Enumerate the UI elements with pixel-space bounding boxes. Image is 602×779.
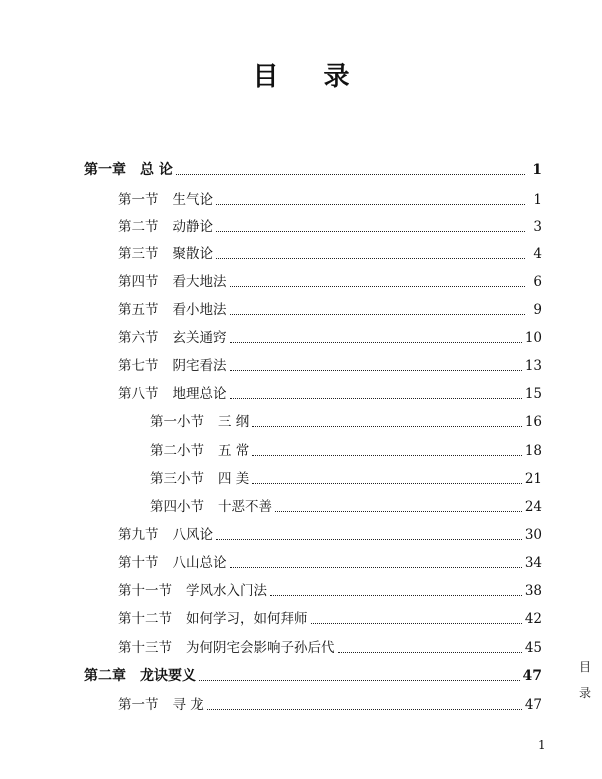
toc-entry-number: 第六节 — [118, 330, 159, 346]
toc-entry-number: 第七节 — [118, 358, 159, 374]
toc-entry-title: 八风论 — [172, 527, 213, 543]
page-title: 目 录 — [252, 62, 368, 92]
toc-entry[interactable] — [118, 328, 542, 348]
toc-entry-number: 第四小节 — [150, 499, 204, 515]
toc-leader-dots — [275, 510, 522, 512]
toc-entry-page: 30 — [524, 527, 542, 543]
toc-entry-number: 第十一节 — [118, 583, 172, 599]
toc-subentry[interactable] — [150, 441, 542, 461]
toc-leader-dots — [230, 341, 522, 343]
toc-entry[interactable] — [118, 609, 542, 629]
toc-entry[interactable] — [118, 525, 542, 545]
toc-entry-page: 34 — [524, 555, 542, 571]
toc-subentry[interactable] — [150, 412, 542, 432]
toc-leader-dots — [216, 203, 525, 205]
toc-leader-dots — [270, 594, 522, 596]
toc-entry-title: 八山总论 — [172, 555, 227, 571]
toc-leader-dots — [252, 482, 522, 484]
toc-entry-title: 十恶不善 — [218, 499, 272, 515]
toc-entry-title: 五 常 — [218, 443, 250, 459]
toc-subentry[interactable] — [150, 469, 542, 489]
toc-leader-dots — [252, 425, 522, 427]
toc-entry-page: 9 — [533, 302, 542, 318]
toc-subentry[interactable] — [150, 497, 542, 517]
toc-entry[interactable] — [118, 581, 542, 601]
toc-entry-page: 42 — [524, 611, 542, 627]
toc-entry-title: 看小地法 — [172, 302, 227, 318]
toc-entry-number: 第一小节 — [150, 414, 204, 430]
toc-entry-number: 第二小节 — [150, 443, 204, 459]
toc-entry-title: 四 美 — [218, 471, 250, 487]
toc-entry-number: 第二节 — [118, 219, 159, 235]
toc-leader-dots — [216, 257, 525, 259]
toc-entry-page: 24 — [524, 499, 542, 515]
toc-entry-number: 第八节 — [118, 386, 159, 402]
toc-entry-page: 45 — [524, 640, 542, 656]
toc-entry-number: 第一章 — [84, 162, 126, 178]
toc-entry-chapter-2[interactable] — [84, 666, 542, 686]
toc-entry[interactable] — [118, 638, 542, 658]
toc-entry-number: 第十二节 — [118, 611, 172, 627]
toc-entry-title: 看大地法 — [172, 274, 227, 290]
toc-entry-page: 1 — [533, 192, 542, 208]
toc-entry-number: 第一节 — [118, 697, 159, 713]
toc-leader-dots — [230, 285, 526, 287]
toc-entry-title: 聚散论 — [172, 246, 213, 262]
toc-entry-title: 为何阴宅会影响子孙后代 — [186, 640, 335, 656]
toc-entry-page: 47 — [522, 668, 542, 684]
toc-entry-title: 寻 龙 — [172, 697, 204, 713]
toc-entry[interactable] — [118, 384, 542, 404]
toc-leader-dots — [216, 538, 522, 540]
toc-entry-page: 6 — [533, 274, 542, 290]
toc-entry-number: 第二章 — [84, 668, 126, 684]
toc-entry-page: 47 — [524, 697, 542, 713]
toc-leader-dots — [311, 622, 522, 624]
toc-entry[interactable] — [118, 553, 542, 573]
toc-entry-number: 第四节 — [118, 274, 159, 290]
toc-entry-title: 动静论 — [172, 219, 213, 235]
toc-entry-chapter-1[interactable] — [84, 160, 542, 180]
toc-leader-dots — [176, 173, 525, 175]
toc-entry-page: 16 — [524, 414, 542, 430]
toc-leader-dots — [216, 230, 525, 232]
toc-entry-number: 第五节 — [118, 302, 159, 318]
toc-entry-number: 第一节 — [118, 192, 159, 208]
toc-entry-page: 15 — [524, 386, 542, 402]
toc-leader-dots — [338, 651, 522, 653]
toc-entry[interactable] — [118, 190, 542, 210]
toc-leader-dots — [252, 454, 522, 456]
toc-entry-title: 三 纲 — [218, 414, 250, 430]
toc-leader-dots — [230, 369, 522, 371]
toc-entry[interactable] — [118, 695, 542, 715]
toc-entry[interactable] — [118, 272, 542, 292]
toc-entry-page: 1 — [532, 162, 542, 178]
toc-leader-dots — [230, 566, 522, 568]
toc-leader-dots — [230, 397, 522, 399]
side-label-char: 录 — [578, 686, 591, 700]
toc-leader-dots — [207, 708, 522, 710]
toc-entry-page: 4 — [533, 246, 542, 262]
toc-entry-title: 阴宅看法 — [172, 358, 227, 374]
toc-entry-page: 13 — [524, 358, 542, 374]
toc-entry-title: 总 论 — [140, 162, 173, 178]
toc-entry-page: 38 — [524, 583, 542, 599]
side-label-char: 目 — [578, 660, 591, 674]
toc-entry-title: 玄关通窍 — [172, 330, 227, 346]
toc-entry-number: 第三小节 — [150, 471, 204, 487]
toc-entry-title: 地理总论 — [172, 386, 227, 402]
toc-entry-number: 第十三节 — [118, 640, 172, 656]
page-number: 1 — [538, 738, 546, 752]
toc-entry-number: 第十节 — [118, 555, 159, 571]
toc-entry-number: 第三节 — [118, 246, 159, 262]
toc-entry-page: 21 — [524, 471, 542, 487]
toc-entry[interactable] — [118, 244, 542, 264]
toc-entry-page: 10 — [524, 330, 542, 346]
toc-entry-page: 3 — [533, 219, 542, 235]
toc-entry-title: 学风水入门法 — [186, 583, 267, 599]
toc-leader-dots — [230, 313, 526, 315]
toc-entry[interactable] — [118, 217, 542, 237]
toc-entry[interactable] — [118, 300, 542, 320]
toc-entry-title: 如何学习，如何拜师 — [186, 611, 308, 627]
toc-leader-dots — [199, 679, 520, 681]
toc-entry[interactable] — [118, 356, 542, 376]
toc-entry-title: 龙诀要义 — [140, 668, 196, 684]
toc-entry-title: 生气论 — [172, 192, 213, 208]
toc-entry-number: 第九节 — [118, 527, 159, 543]
toc-entry-page: 18 — [524, 443, 542, 459]
